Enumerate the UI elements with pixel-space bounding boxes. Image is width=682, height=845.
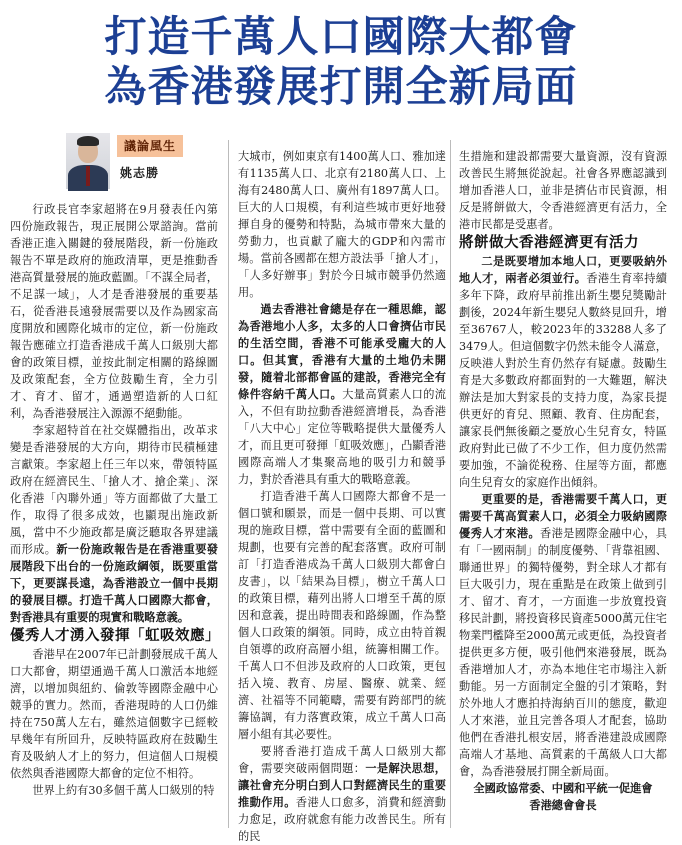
column-divider [228, 140, 229, 828]
author-photo [66, 133, 110, 189]
section-subhead: 將餅做大香港經濟更有活力 [459, 235, 639, 251]
bold-text: 過去香港社會總是存在一種思維，認為香港地小人多，太多的人口會擠佔市民的生活空間，香港不可能承受龐大的人口。但其實，香港有大量的土地仍未開發，隨着北部都會區的建設，香港完全有條件容納千萬人口。 [238, 302, 446, 401]
article-column-1 [10, 133, 218, 828]
paragraph: 李家超特首在社交媒體指出，改革求變是香港發展的大方向，期待市民積極建言獻策。李家超上任三年以來，帶領特區政府在經濟民生、「搶人才、搶企業」、深化香港「內聯外通」等方面都做了大量工作，取得了很多成效，也顯現出施政新風，當中不少施政都是廣泛聽取各界建議而形成。新一份施政報告是在香港重要發展階段下出台的一份施政綱領，既要重當下，更要謀長遠，為香港設立一個中長期的發展目標。打造千萬人口國際大都會，對香港具有重要的現實和戰略意義。 [10, 424, 218, 624]
paragraph: 要將香港打造成千萬人口級別大都會，需要突破兩個問題：一是解決思想，讓社會充分明白到人口對經濟民生的重要推動作用。香港人口愈多，消費和經濟動力愈足，政府就愈有能力改善民生。所有的民 [238, 745, 446, 843]
paragraph: 行政長官李家超將在9月發表任內第四份施政報告，現正展開公眾諮詢。當前香港正進入關鍵的發展階段，新一份施政報告不單是政府的施政清單，更是推動香港高質量發展的施政藍圖。「不謀全局者，不足謀一域」，人才是香港發展的重要基石，從香港長遠發展需要以及作為國家高度開放和國際化城市的定位，新一份施政報告應確立打造香港成千萬人口級別大都會的政策目標，並按此制定相關的路線圖及政策配套，全方位鼓勵生育，全力引才、育才、留才，通過塑造新的人口紅利，為香港發展注入源源不絕動能。 [10, 203, 218, 420]
headline-line-2: 為香港發展打開全新局面 [104, 62, 578, 111]
paragraph: 世界上約有30多個千萬人口級別的特 [32, 784, 215, 797]
paragraph: 打造香港千萬人口國際大都會不是一個口號和願景，而是一個中長期、可以實現的施政目標，當中需要有全面的藍圖和規劃，也要有完善的配套落實。政府可制訂「打造香港成為千萬人口級別大都會白皮書」，以「結果為目標」，樹立千萬人口的政策目標，藉列出將人口增至千萬的原因和意義，提出時間表和路線圖，作為整個人口政策的綱領。同時，成立由特首親自領導的政府高層小組，統籌相關工作。千萬人口不但涉及政府的人口政策，更包括入境、教育、房屋、醫療、就業、經濟、社福等不同範疇，需要有跨部門的統籌協調，有力落實政策，成立千萬人口高層小組有其必要性。 [238, 490, 446, 741]
headline-line-1: 打造千萬人口國際大都會 [104, 12, 578, 61]
column-divider [450, 140, 451, 828]
paragraph: 香港早在2007年已計劃發展成千萬人口大都會，期望通過千萬人口激活本地經濟，以增加與紐約、倫敦等國際金融中心競爭的實力。然而，香港現時的人口仍維持在750萬人左右，雖然這個數字已經較早幾年有所回升，反映特區政府在鼓勵生育及吸納人才上的努力，但這個人口規模依然與香港國際大都會的定位不相符。 [10, 648, 218, 780]
bold-text: 更重要的是，香港需要千萬人口，更需要千萬高質素人口，必須全力吸納國際優秀人才來港。 [459, 492, 667, 540]
paragraph: 二是既要增加本地人口，更要吸納外地人才，兩者必須並行。香港生育率持續多年下降，政府早前推出新生嬰兒獎勵計劃後，2024年新生嬰兒人數終見回升，增至36767人，較2023年的33288人多了3479人。但這個數字仍然未能令人滿意，反映港人對於生育仍然存有疑慮。鼓勵生育是大多數政府都面對的一大難題，解決辦法是加大對家長的支持力度，為家長提供更好的育兒、照顧、教育、住房配套，讓家長們無後顧之憂放心生兒育女，特區政府對此已做了不少工作，但力度仍然需要加強，不論從稅務、住屋等方面，都應向生兒育女的家庭作出傾斜。 [459, 254, 667, 489]
headline [0, 12, 682, 112]
bold-text: 二是既要增加本地人口，更要吸納外地人才，兩者必須並行。 [459, 254, 667, 285]
article-column-3 [459, 148, 667, 828]
bold-text: 一是解決思想，讓社會充分明白到人口對經濟民生的重要推動作用。 [238, 761, 446, 809]
paragraph: 生措施和建設都需要大量資源，沒有資源改善民生將無從說起。社會各界應認識到增加香港人口，並非是擠佔市民資源，相反是將餅做大，令香港經濟更有活力，全港市民都是受惠者。 [459, 150, 667, 231]
paragraph: 過去香港社會總是存在一種思維，認為香港地小人多，太多的人口會擠佔市民的生活空間，香港不可能承受龐大的人口。但其實，香港有大量的土地仍未開發，隨着北部都會區的建設，香港完全有條件容納千萬人口。大量高質素人口的流入，不但有助拉動香港經濟增長，為香港「八大中心」定位等戰略提供大量優秀人才，而且更可發揮「虹吸效應」，凸顯香港國際高端人才集聚高地的吸引力和競爭力，對於香港具有重大的戰略意義。 [238, 302, 446, 486]
author-box [10, 133, 218, 191]
section-subhead: 優秀人才湧入發揮「虹吸效應」 [10, 628, 220, 644]
author-name: 姚志勝 [120, 166, 160, 180]
paragraph: 大城市，例如東京有1400萬人口、雅加達有1135萬人口、北京有2180萬人口、上海有2480萬人口、廣州有1897萬人口。巨大的人口規模，有利這些城市更好地發揮自身的優勢和特點，為城市帶來大量的勞動力，也貢獻了龐大的GDP和內需市場。當前各國都在想方設法爭「搶人才」，「人多好辦事」對於今日城市競爭仍然適用。 [238, 150, 446, 299]
paragraph: 更重要的是，香港需要千萬人口，更需要千萬高質素人口，必須全力吸納國際優秀人才來港。香港是國際金融中心，具有「一國兩制」的制度優勢、「背靠祖國、聯通世界」的獨特優勢，對全球人才都有巨大吸引力，現在重點是在政策上做到引才、留才、育才，一方面進一步放寬投資移民計劃，將投資移民資產5000萬元住宅物業門檻降至2000萬元或更低，為投資者提供更多方便，吸引他們來港發展，既為香港增加人才，亦為本地住宅市場注入新動能。另一方面制定全盤的引才策略，對於外地人才應拍持海納百川的態度，歡迎人才來港，並且完善各項人才配套，協助他們在香港扎根安居，將香港建設成國際高端人才基地、高質素的千萬級人口大都會，為香港發展打開全新局面。 [459, 492, 667, 778]
column-tag: 議論風生 [117, 135, 183, 157]
author-title: 全國政協常委、中國和平統一促進會 香港總會會長 [473, 782, 653, 812]
article-column-2 [238, 148, 446, 843]
bold-text: 新一份施政報告是在香港重要發展階段下出台的一份施政綱領，既要重當下，更要謀長遠，為香港設立一個中長期的發展目標。打造千萬人口國際大都會，對香港具有重要的現實和戰略意義。 [10, 542, 218, 624]
